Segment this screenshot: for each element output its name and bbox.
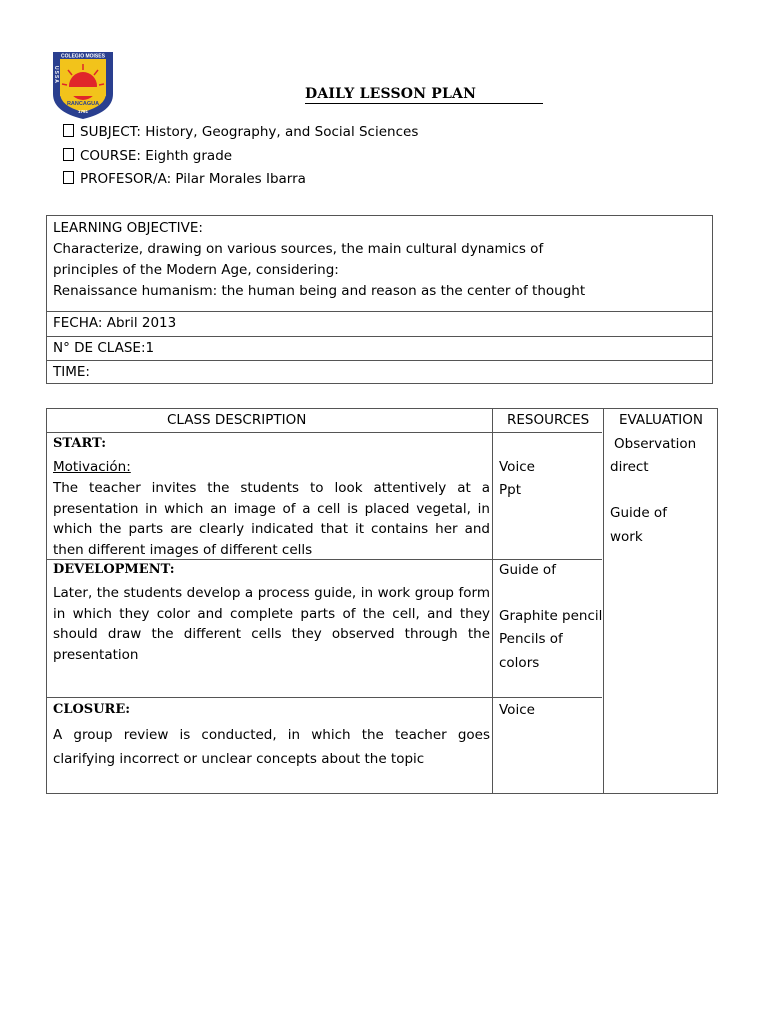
time-field: TIME: — [53, 364, 90, 380]
header-class-description: CLASS DESCRIPTION — [167, 412, 307, 428]
objective-label: LEARNING OBJECTIVE: — [53, 220, 203, 236]
development-resource-2: Graphite pencil — [499, 608, 603, 624]
closure-description: A group review is conducted, in which the teacher goes clarifying incorrect or unclear concepts about the topic — [53, 727, 490, 767]
divider — [47, 336, 712, 337]
logo-text-left: USSA — [53, 66, 59, 84]
divider — [47, 360, 712, 361]
teacher-line — [63, 171, 306, 187]
development-title: DEVELOPMENT: — [53, 562, 175, 577]
objective-line-2: principles of the Modern Age, considering: — [53, 262, 339, 278]
evaluation-item-4: work — [610, 529, 643, 545]
development-resource-4: colors — [499, 655, 540, 671]
development-description: Later, the students develop a process guide, in work group form in which they color and complete parts of the cell, and they should draw the different cells they observed through the presentation — [53, 585, 490, 663]
course-line — [63, 148, 232, 164]
start-description: The teacher invites the students to look attentively at a presentation in which an image of a cell is placed vegetal, in which the parts are clearly indicated that it contains her and then different images of different cells — [53, 480, 490, 558]
course-text: COURSE: Eighth grade — [80, 148, 233, 164]
start-resource-1: Voice — [499, 459, 535, 475]
title-underline — [305, 103, 543, 104]
checkbox-icon — [63, 171, 74, 184]
header-divider — [47, 432, 602, 433]
development-resource-1: Guide of — [499, 562, 556, 578]
motivation-label: Motivación: — [53, 459, 131, 475]
start-resource-2: Ppt — [499, 482, 522, 498]
column-divider — [492, 409, 493, 793]
teacher-text: PROFESOR/A: Pilar Morales Ibarra — [80, 171, 306, 187]
row-divider — [47, 697, 602, 698]
evaluation-item-2: direct — [610, 459, 649, 475]
closure-title: CLOSURE: — [53, 702, 131, 717]
subject-text: SUBJECT: History, Geography, and Social Sciences — [80, 124, 419, 140]
checkbox-icon — [63, 148, 74, 161]
logo-text-bottom: RANCAGUA — [66, 101, 100, 107]
header-evaluation: EVALUATION — [619, 412, 704, 428]
evaluation-item-1: Observation — [614, 436, 697, 452]
header-resources: RESOURCES — [507, 412, 590, 428]
school-logo — [50, 50, 116, 120]
development-resource-3: Pencils of — [499, 631, 563, 647]
clase-field: N° DE CLASE:1 — [53, 340, 155, 356]
objective-line-1: Characterize, drawing on various sources, the main cultural dynamics of — [53, 241, 544, 257]
start-title: START: — [53, 436, 107, 451]
objective-line-3: Renaissance humanism: the human being and reason as the center of thought — [53, 283, 586, 299]
document-title: DAILY LESSON PLAN — [305, 86, 477, 102]
subject-line — [63, 124, 418, 140]
checkbox-icon — [63, 124, 74, 137]
fecha-field: FECHA: Abril 2013 — [53, 315, 177, 331]
class-plan-table — [46, 408, 718, 794]
divider — [47, 311, 712, 312]
column-divider — [603, 409, 604, 793]
evaluation-item-3: Guide of — [610, 505, 667, 521]
closure-resource-1: Voice — [499, 702, 535, 718]
row-divider — [47, 559, 602, 560]
objective-table — [46, 215, 713, 384]
logo-year: 1791 — [77, 109, 89, 114]
logo-text-top: COLEGIO MOISES — [61, 53, 105, 60]
